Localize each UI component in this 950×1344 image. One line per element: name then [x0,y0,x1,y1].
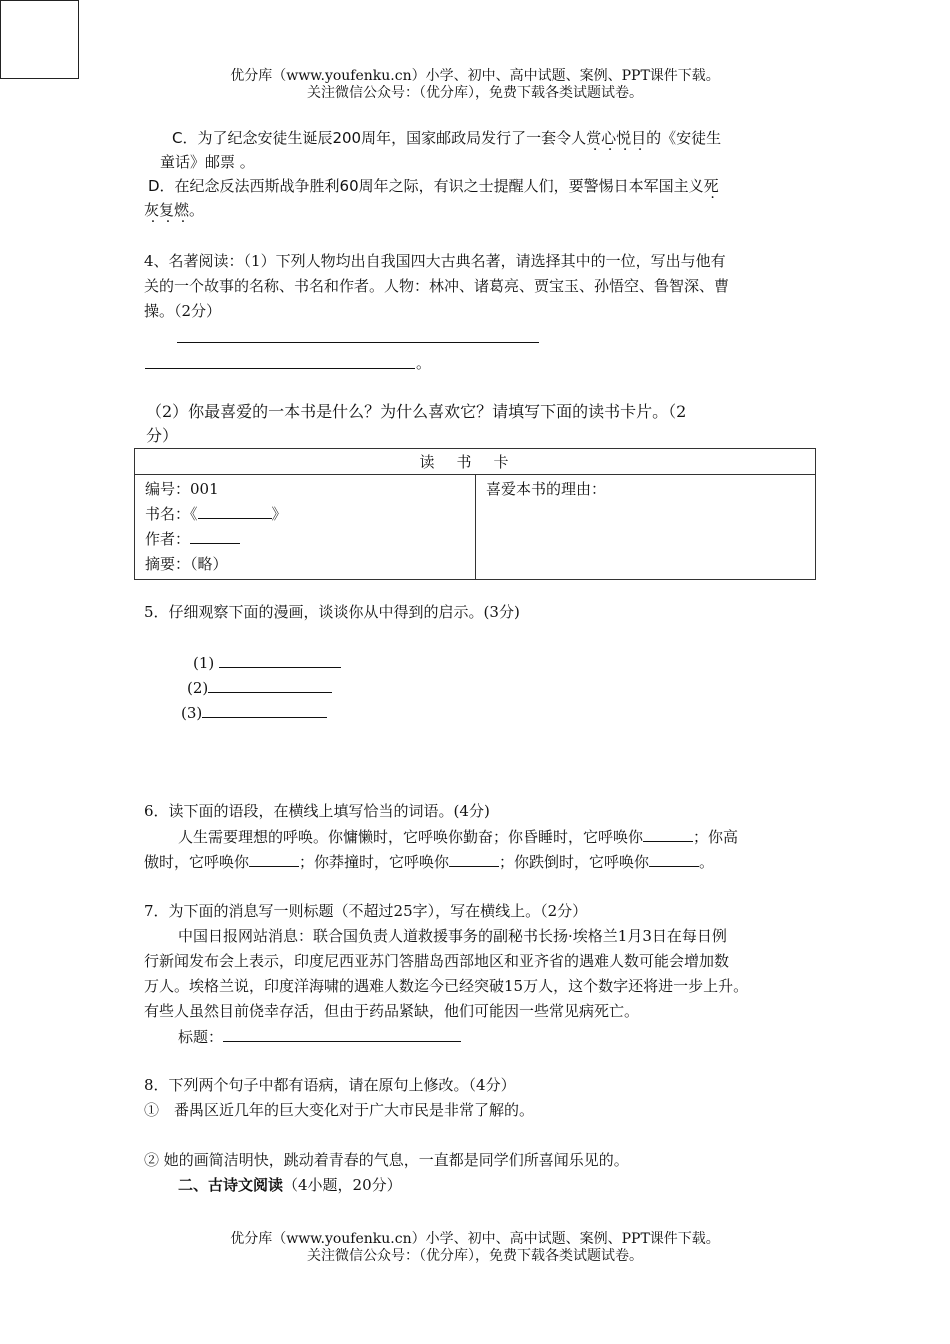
card-author-blank[interactable] [190,528,240,544]
q5-item-1-label: (1) [193,654,220,672]
q6-p2-c: ；你跌倒时，它呼唤你 [499,853,650,871]
q3-c-text-post: 的《安徒生 [646,129,722,147]
card-book-name-pre: 书名：《 [145,505,198,523]
q6-paragraph-line1 [178,826,738,847]
section-2-title: 二、古诗文阅读 [178,1176,284,1194]
q3-option-d-line2 [144,200,204,220]
card-author-label: 作者： [145,530,191,548]
q5-text: 5．仔细观察下面的漫画，谈谈你从中得到的启示。(3分) [144,603,520,621]
card-reason-label: 喜爱本书的理由： [486,480,607,498]
q3-c-dotted-char: 赏 [586,129,602,147]
q4-end-mark: 。 [416,354,432,372]
q4-answer-blank-1[interactable] [177,342,539,343]
q3-option-c-line2: 童话》邮票 。 [160,153,255,171]
reading-card-right [476,475,816,580]
footer-line-1: 优分库（www.youfenku.cn）小学、初中、高中试题、案例、PPT课件下载。 [230,1231,720,1247]
q5-item-2 [187,677,332,698]
q4-answer-blank-2[interactable] [145,368,415,369]
q7-news-line3: 万人。埃格兰说，印度洋海啸的遇难人数迄今已经突破15万人，这个数字还将进一步上升。 [144,977,749,995]
section-2-note: （4小题，20分） [283,1176,402,1194]
q7-title-label: 标题： [178,1028,224,1046]
q8-sentence-2: ② 她的画简洁明快，跳动着青春的气息，一直都是同学们所喜闻乐见的。 [144,1151,629,1169]
q5-item-3-blank[interactable] [202,702,327,718]
card-author [145,527,465,552]
q5-item-3 [181,702,327,723]
q3-d-dotted-char: 灰 [144,201,160,219]
card-summary: 摘要：（略） [145,555,228,573]
q4-part2-line2: 分） [146,426,179,445]
reading-card [134,448,816,580]
header-line-1: 优分库（www.youfenku.cn）小学、初中、高中试题、案例、PPT课件下载。 [230,68,720,84]
footer-line-2: 关注微信公众号：（优分库），免费下载各类试题试卷。 [307,1248,643,1264]
reading-card-left [135,475,476,580]
q6-p2-b: ；你莽撞时，它呼唤你 [299,853,450,871]
card-book-name [145,502,465,527]
q3-d-dotted-char: 死 [703,177,719,195]
q3-c-dotted-char: 悦 [616,129,632,147]
q6-text: 6．读下面的语段，在横线上填写恰当的词语。(4分) [144,802,490,820]
card-book-name-post: 》 [271,505,287,523]
q6-blank-2[interactable] [249,851,299,867]
header [0,68,950,102]
q5-item-3-label: (3) [181,704,203,722]
q5-item-1 [193,652,341,673]
q6-p1-a: 人生需要理想的呼唤。你慵懒时，它呼唤你勤奋；你昏睡时，它呼唤你 [178,828,644,846]
q3-option-c-line1 [172,128,721,148]
section-2-heading [178,1175,402,1195]
q7-title-line [178,1026,461,1047]
q8-sentence-1: ① 番禺区近几年的巨大变化对于广大市民是非常了解的。 [144,1101,535,1119]
q7-news-line1: 中国日报网站消息：联合国负责人道救援事务的副秘书长扬·埃格兰1月3日在每日例 [178,927,727,945]
q4-line-1: 4、名著阅读：（1）下列人物均出自我国四大古典名著，请选择其中的一位，写出与他有 [144,252,726,270]
q4-part2-line1: （2）你最喜爱的一本书是什么？为什么喜欢它？请填写下面的读书卡片。（2 [146,402,687,421]
card-book-name-blank[interactable] [198,503,272,519]
q6-blank-3[interactable] [449,851,499,867]
q3-c-dotted-char: 心 [601,129,617,147]
q6-blank-4[interactable] [649,851,699,867]
q3-c-text-pre: C．为了纪念安徒生诞辰200周年，国家邮政局发行了一套令人 [172,129,587,147]
q5-item-2-blank[interactable] [208,677,332,693]
q3-d-text-pre: D．在纪念反法西斯战争胜利60周年之际，有识之士提醒人们，要警惕日本军国主义 [148,177,704,195]
q7-text: 7．为下面的消息写一则标题（不超过25字），写在横线上。（2分） [144,902,588,920]
header-line-2: 关注微信公众号：（优分库），免费下载各类试题试卷。 [307,85,643,101]
q8-text: 8．下列两个句子中都有语病，请在原句上修改。（4分） [144,1076,516,1094]
q6-blank-1[interactable] [643,826,693,842]
q3-d-text-post: 。 [189,201,205,219]
q3-d-dotted-char: 复 [159,201,175,219]
q5-item-1-blank[interactable] [219,652,341,668]
q7-news-line4: 有些人虽然目前侥幸存活，但由于药品紧缺，他们可能因一些常见病死亡。 [144,1002,640,1020]
footer [0,1231,950,1265]
q3-c-dotted-char: 目 [631,129,647,147]
q6-paragraph-line2 [144,851,714,872]
q4-line-2: 关的一个故事的名称、书名和作者。人物：林冲、诸葛亮、贾宝玉、孙悟空、鲁智深、曹 [144,277,730,295]
q4-line-3: 操。（2分） [144,302,222,320]
q7-news-line2: 行新闻发布会上表示，印度尼西亚苏门答腊岛西部地区和亚齐省的遇难人数可能会增加数 [144,952,730,970]
reading-card-title: 读书卡 [135,449,816,475]
q6-p2-a: 傲时，它呼唤你 [144,853,250,871]
q5-item-2-label: (2) [187,679,209,697]
q6-p1-b: ；你高 [693,828,739,846]
card-number: 编号：001 [145,480,219,498]
q3-d-dotted-char: 燃 [174,201,190,219]
q6-p2-d: 。 [699,853,715,871]
q3-option-d-line1 [148,176,719,196]
q7-title-blank[interactable] [223,1026,461,1042]
